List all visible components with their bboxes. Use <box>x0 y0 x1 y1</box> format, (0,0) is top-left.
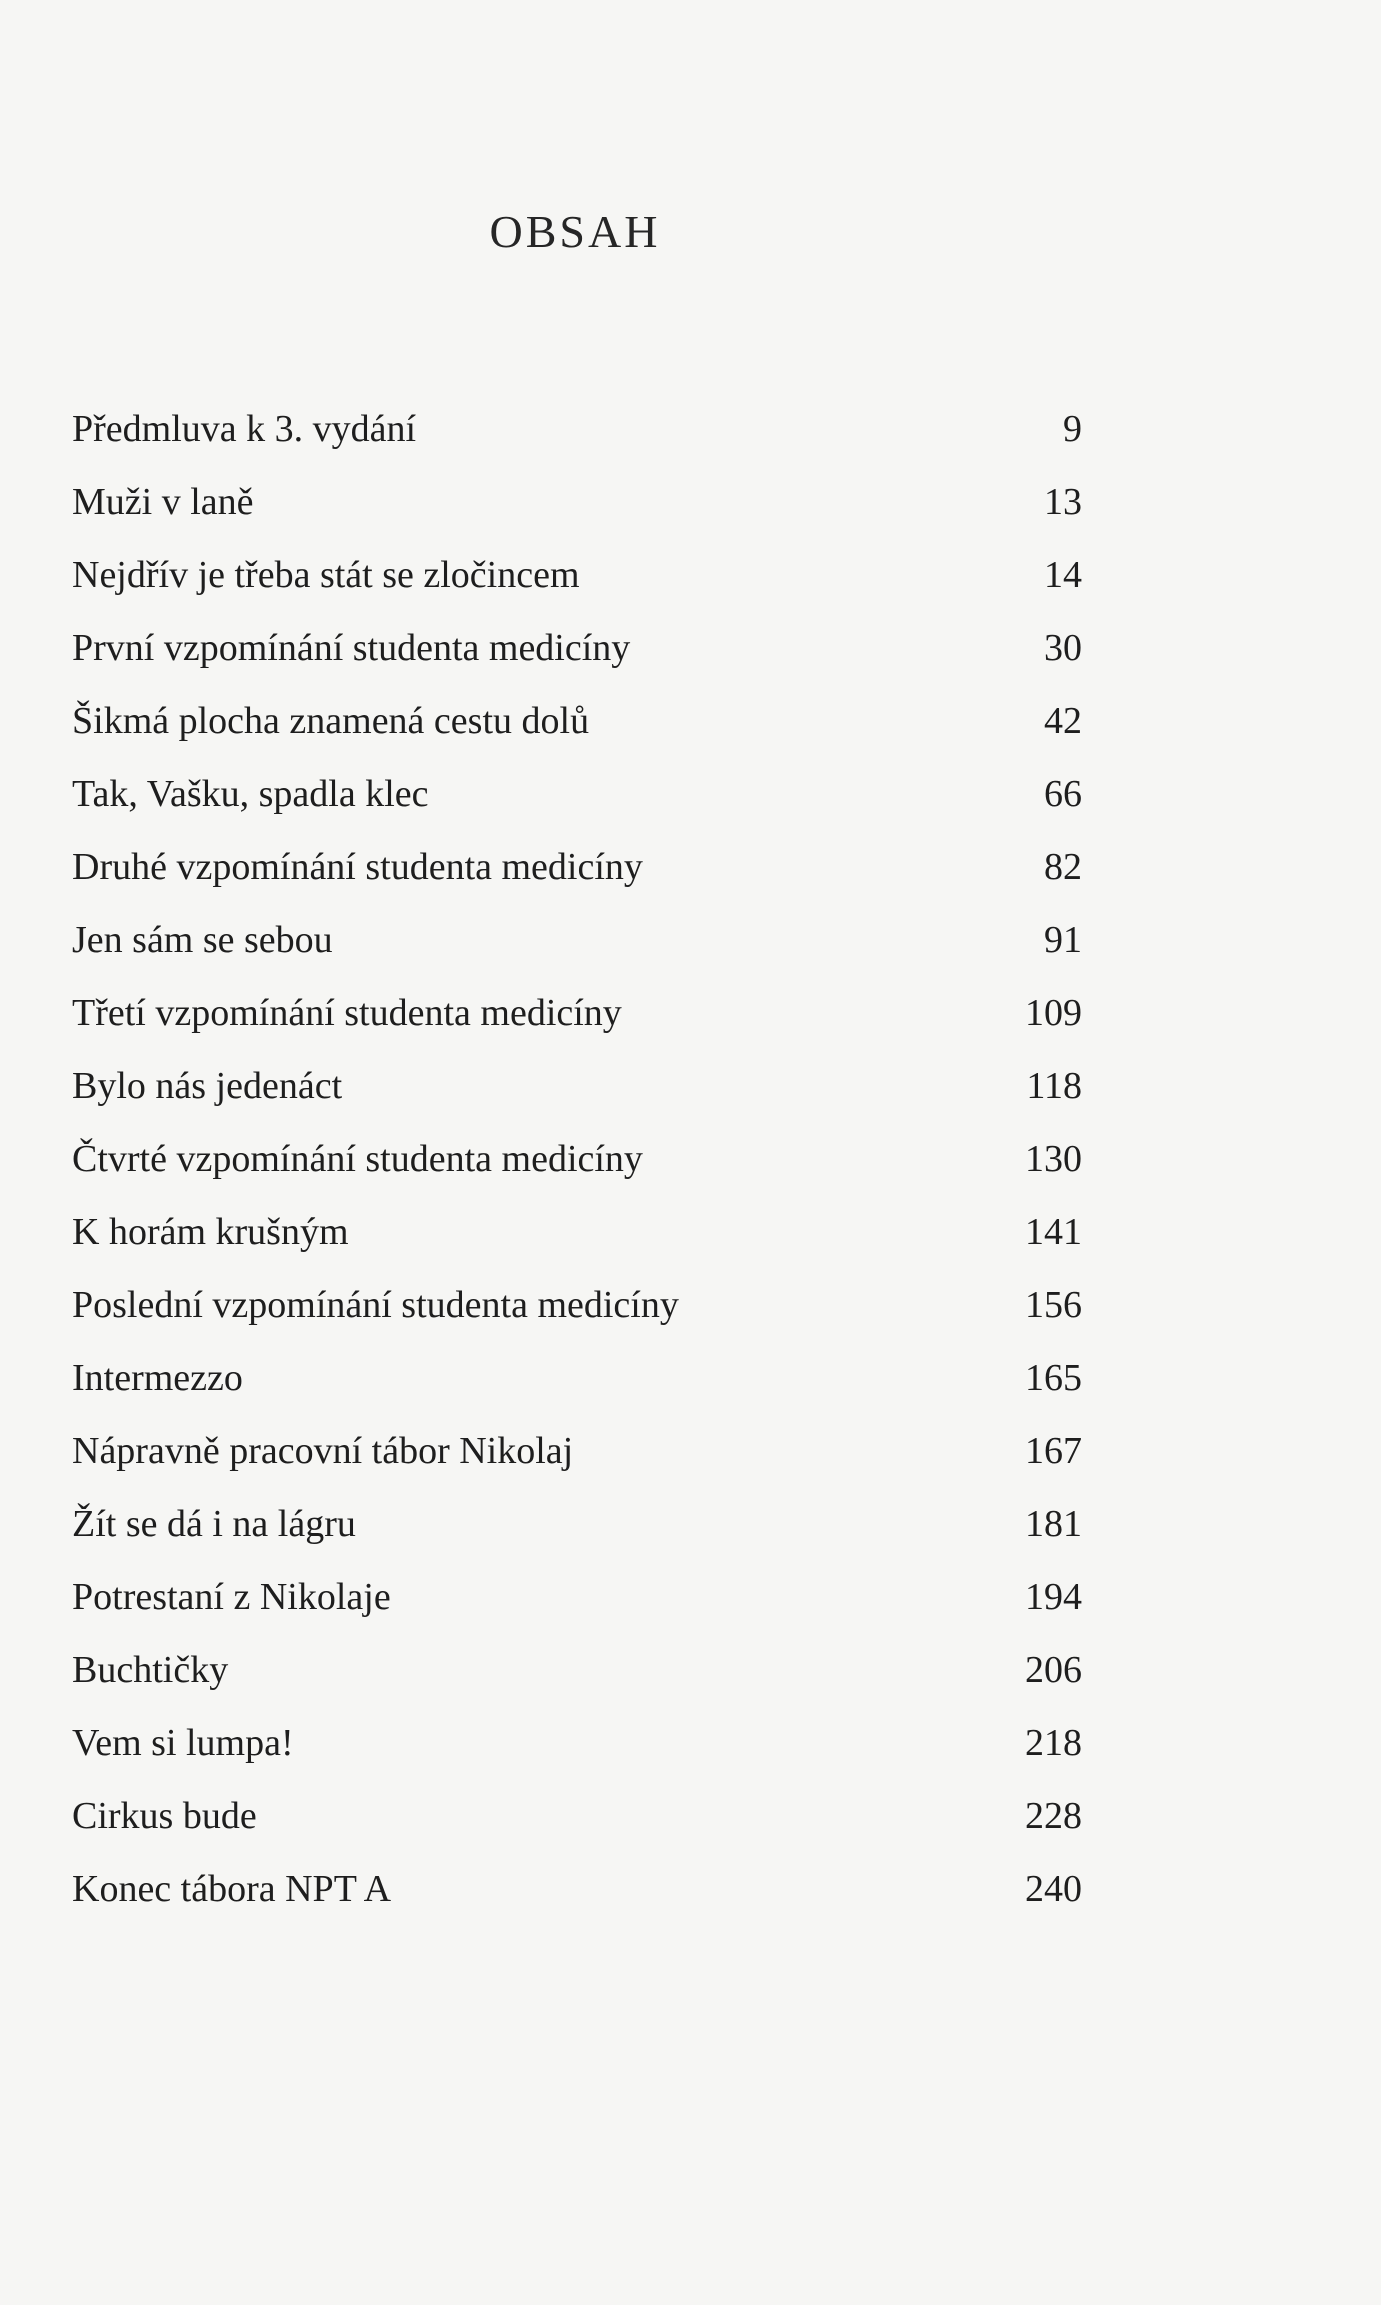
page-title: OBSAH <box>489 206 661 257</box>
toc-entry <box>72 904 1082 977</box>
toc-entry <box>72 1196 1082 1269</box>
toc-entry-title: K horám krušným <box>72 1211 349 1253</box>
table-of-contents <box>72 393 1082 1926</box>
toc-entry-page: 240 <box>1025 1868 1082 1910</box>
toc-entry-page: 30 <box>1044 627 1082 669</box>
toc-entry-title: Žít se dá i na lágru <box>72 1503 356 1545</box>
toc-entry-title: Tak, Vašku, spadla klec <box>72 773 429 815</box>
toc-entry <box>72 1561 1082 1634</box>
toc-entry <box>72 831 1082 904</box>
toc-entry-title: Intermezzo <box>72 1357 243 1399</box>
toc-entry-page: 194 <box>1025 1576 1082 1618</box>
toc-entry-page: 9 <box>1063 408 1082 450</box>
toc-entry <box>72 1050 1082 1123</box>
toc-entry-page: 206 <box>1025 1649 1082 1691</box>
toc-entry-page: 228 <box>1025 1795 1082 1837</box>
toc-entry-title: Vem si lumpa! <box>72 1722 294 1764</box>
toc-entry-title: Buchtičky <box>72 1649 229 1691</box>
toc-entry <box>72 1269 1082 1342</box>
toc-entry <box>72 1707 1082 1780</box>
toc-entry-page: 82 <box>1044 846 1082 888</box>
toc-entry-title: Předmluva k 3. vydání <box>72 408 417 450</box>
toc-entry-page: 118 <box>1026 1065 1082 1107</box>
toc-entry <box>72 1488 1082 1561</box>
toc-entry-page: 218 <box>1025 1722 1082 1764</box>
toc-entry-title: Třetí vzpomínání studenta medicíny <box>72 992 622 1034</box>
toc-entry-page: 130 <box>1025 1138 1082 1180</box>
toc-entry <box>72 1415 1082 1488</box>
toc-entry-title: Šikmá plocha znamená cestu dolů <box>72 700 590 742</box>
toc-entry-page: 91 <box>1044 919 1082 961</box>
toc-entry <box>72 1853 1082 1926</box>
toc-entry <box>72 1123 1082 1196</box>
toc-entry-title: Bylo nás jedenáct <box>72 1065 343 1107</box>
toc-entry-title: Nápravně pracovní tábor Nikolaj <box>72 1430 574 1472</box>
toc-entry-title: Čtvrté vzpomínání studenta medicíny <box>72 1138 643 1180</box>
toc-entry-title: Druhé vzpomínání studenta medicíny <box>72 846 643 888</box>
toc-entry-page: 42 <box>1044 700 1082 742</box>
toc-entry-title: Muži v laně <box>72 481 254 523</box>
toc-entry-title: První vzpomínání studenta medicíny <box>72 627 631 669</box>
toc-entry-title: Cirkus bude <box>72 1795 257 1837</box>
toc-entry-page: 66 <box>1044 773 1082 815</box>
toc-entry <box>72 393 1082 466</box>
toc-entry-title: Poslední vzpomínání studenta medicíny <box>72 1284 679 1326</box>
toc-entry-page: 13 <box>1044 481 1082 523</box>
toc-entry-title: Jen sám se sebou <box>72 919 333 961</box>
toc-entry-title: Konec tábora NPT A <box>72 1868 392 1910</box>
toc-entry <box>72 685 1082 758</box>
toc-entry-page: 181 <box>1025 1503 1082 1545</box>
toc-entry-page: 156 <box>1025 1284 1082 1326</box>
toc-entry <box>72 612 1082 685</box>
toc-entry-page: 109 <box>1025 992 1082 1034</box>
toc-entry <box>72 1780 1082 1853</box>
toc-entry-page: 14 <box>1044 554 1082 596</box>
toc-entry <box>72 1634 1082 1707</box>
toc-entry <box>72 977 1082 1050</box>
toc-entry <box>72 539 1082 612</box>
toc-entry <box>72 1342 1082 1415</box>
toc-entry-page: 167 <box>1025 1430 1082 1472</box>
toc-entry-page: 141 <box>1025 1211 1082 1253</box>
toc-entry-title: Potrestaní z Nikolaje <box>72 1576 391 1618</box>
toc-entry <box>72 758 1082 831</box>
toc-entry-page: 165 <box>1025 1357 1082 1399</box>
toc-entry <box>72 466 1082 539</box>
toc-entry-title: Nejdřív je třeba stát se zločincem <box>72 554 580 596</box>
